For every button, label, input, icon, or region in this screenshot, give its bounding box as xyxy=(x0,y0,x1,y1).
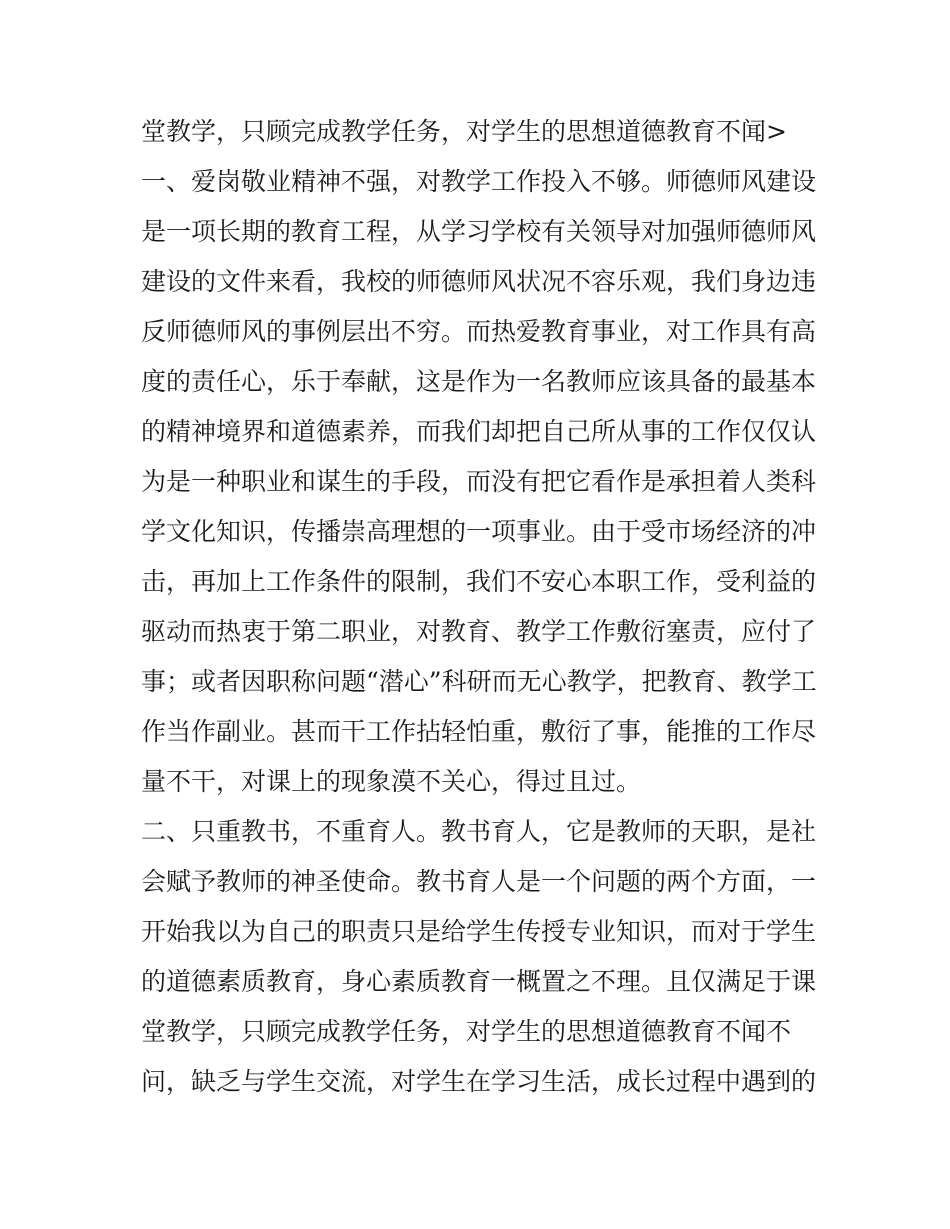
text-line: 击，再加上工作条件的限制，我们不安心本职工作，受利益的 xyxy=(141,567,817,596)
text-line: 学文化知识，传播崇高理想的一项事业。由于受市场经济的冲 xyxy=(141,517,817,546)
text-line: 建设的文件来看，我校的师德师风状况不容乐观，我们身边违 xyxy=(141,267,817,296)
text-line: 问，缺乏与学生交流，对学生在学习生活，成长过程中遇到的 xyxy=(141,1067,817,1096)
text-line: 是一项长期的教育工程，从学习学校有关领导对加强师德师风 xyxy=(141,217,817,246)
text-line: 会赋予教师的神圣使命。教书育人是一个问题的两个方面，一 xyxy=(141,867,817,896)
text-line: 反师德师风的事例层出不穷。而热爱教育事业，对工作具有高 xyxy=(141,317,817,346)
text-line: 一、爱岗敬业精神不强，对教学工作投入不够。师德师风建设 xyxy=(141,167,817,196)
text-line: 堂教学，只顾完成教学任务，对学生的思想道德教育不闻> xyxy=(141,117,787,146)
text-line: 的精神境界和道德素养，而我们却把自己所从事的工作仅仅认 xyxy=(141,417,817,446)
text-line: 开始我以为自己的职责只是给学生传授专业知识，而对于学生 xyxy=(141,917,817,946)
text-line: 驱动而热衷于第二职业，对教育、教学工作敷衍塞责，应付了 xyxy=(141,617,817,646)
text-line: 度的责任心，乐于奉献，这是作为一名教师应该具备的最基本 xyxy=(141,367,817,396)
text-line: 堂教学，只顾完成教学任务，对学生的思想道德教育不闻不 xyxy=(141,1017,792,1046)
text-line: 事；或者因职称问题“潜心”科研而无心教学，把教育、教学工 xyxy=(141,667,817,696)
text-line: 为是一种职业和谋生的手段，而没有把它看作是承担着人类科 xyxy=(141,467,817,496)
text-line: 的道德素质教育，身心素质教育一概置之不理。且仅满足于课 xyxy=(141,967,817,996)
text-line: 二、只重教书，不重育人。教书育人，它是教师的天职，是社 xyxy=(141,817,817,846)
text-line: 量不干，对课上的现象漠不关心，得过且过。 xyxy=(141,767,642,796)
document-body xyxy=(141,107,821,1107)
text-line: 作当作副业。甚而干工作拈轻怕重，敷衍了事，能推的工作尽 xyxy=(141,717,817,746)
